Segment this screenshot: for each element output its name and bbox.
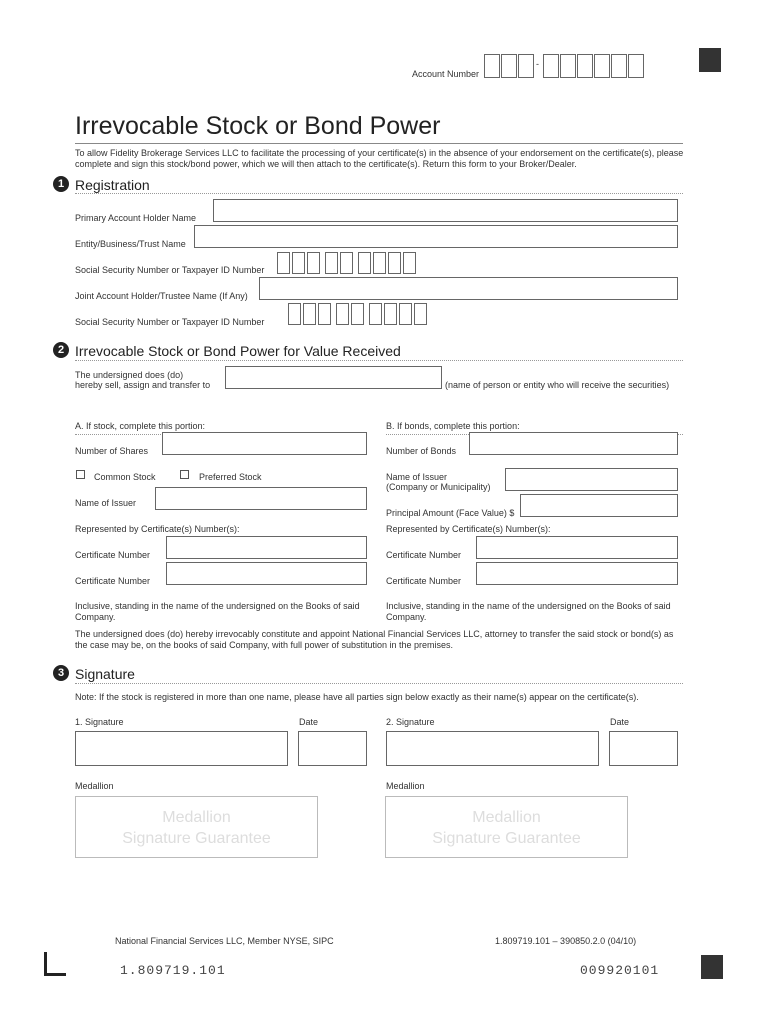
joint-name-input[interactable] bbox=[259, 277, 678, 300]
section-2-title: Irrevocable Stock or Bond Power for Value Received bbox=[75, 343, 401, 359]
medallion-2-guarantee-line-1: Medallion bbox=[472, 809, 541, 826]
section-1-divider bbox=[75, 193, 683, 194]
footer-code-right: 009920101 bbox=[580, 963, 660, 978]
attorney-text: The undersigned does (do) hereby irrevocably constitute and appoint National Financial Services LLC, attorney to transfer the said stock or bond(s) as the case may be, on the books of said Company, with full power of substitution in the premises. bbox=[75, 629, 674, 650]
signature-1-label: 1. Signature bbox=[75, 717, 124, 727]
common-stock-label: Common Stock bbox=[94, 472, 156, 482]
date-2-label: Date bbox=[610, 717, 630, 727]
bond-represented-label: Represented by Certificate(s) Number(s): bbox=[386, 524, 551, 534]
primary-name-label: Primary Account Holder Name bbox=[75, 213, 197, 223]
stock-cert-1-label: Certificate Number bbox=[75, 550, 151, 560]
bond-cert-2-label: Certificate Number bbox=[386, 576, 462, 586]
signature-2-label: 2. Signature bbox=[386, 717, 435, 727]
medallion-2-stamp-area[interactable] bbox=[385, 796, 628, 858]
entity-name-input[interactable] bbox=[194, 225, 678, 248]
ssn-1-input[interactable] bbox=[277, 252, 417, 276]
medallion-2-label: Medallion bbox=[386, 781, 425, 791]
medallion-1-stamp-area[interactable] bbox=[75, 796, 318, 858]
stock-cert-1-input[interactable] bbox=[166, 536, 367, 559]
undersigned-label-1: The undersigned does (do) bbox=[75, 370, 184, 380]
undersigned-label-2: hereby sell, assign and transfer to bbox=[75, 380, 211, 390]
principal-label: Principal Amount (Face Value) $ bbox=[386, 508, 515, 518]
entity-name-label: Entity/Business/Trust Name bbox=[75, 239, 186, 249]
medallion-1-label: Medallion bbox=[75, 781, 114, 791]
footer-form-code: 1.809719.101 – 390850.2.0 (04/10) bbox=[495, 936, 637, 946]
stock-issuer-label: Name of Issuer bbox=[75, 498, 137, 508]
common-stock-checkbox[interactable] bbox=[76, 470, 85, 479]
bond-cert-1-label: Certificate Number bbox=[386, 550, 462, 560]
principal-input[interactable] bbox=[520, 494, 678, 517]
footer-company: National Financial Services LLC, Member NYSE, SIPC bbox=[115, 936, 334, 946]
date-1-label: Date bbox=[299, 717, 319, 727]
bond-inclusive-text: Inclusive, standing in the name of the undersigned on the Books of said Company. bbox=[386, 601, 671, 622]
corner-mark-bottom-left bbox=[44, 952, 66, 976]
signature-2-input[interactable] bbox=[386, 731, 599, 766]
medallion-1-guarantee-line-2: Signature Guarantee bbox=[122, 830, 271, 847]
section-3-divider bbox=[75, 683, 683, 684]
recipient-input[interactable] bbox=[225, 366, 442, 389]
shares-label: Number of Shares bbox=[75, 446, 149, 456]
footer-code-left: 1.809719.101 bbox=[120, 963, 226, 978]
section-1-title: Registration bbox=[75, 177, 150, 193]
recipient-note: (name of person or entity who will receive the securities) bbox=[445, 380, 670, 390]
medallion-1-guarantee-line-1: Medallion bbox=[162, 809, 231, 826]
bond-cert-1-input[interactable] bbox=[476, 536, 678, 559]
account-number-label: Account Number bbox=[412, 69, 480, 79]
bonds-heading: B. If bonds, complete this portion: bbox=[386, 421, 520, 431]
bond-issuer-label-1: Name of Issuer bbox=[386, 472, 448, 482]
ssn-1-label: Social Security Number or Taxpayer ID Number bbox=[75, 265, 265, 275]
section-3-title: Signature bbox=[75, 666, 135, 682]
ssn-2-label: Social Security Number or Taxpayer ID Number bbox=[75, 317, 265, 327]
bond-cert-2-input[interactable] bbox=[476, 562, 678, 585]
title-divider bbox=[75, 143, 683, 144]
stock-cert-2-label: Certificate Number bbox=[75, 576, 151, 586]
bond-issuer-input[interactable] bbox=[505, 468, 678, 491]
registration-mark-top-right bbox=[699, 48, 721, 72]
preferred-stock-label: Preferred Stock bbox=[199, 472, 262, 482]
section-2-divider bbox=[75, 360, 683, 361]
shares-input[interactable] bbox=[162, 432, 367, 455]
signature-1-input[interactable] bbox=[75, 731, 288, 766]
bonds-count-input[interactable] bbox=[469, 432, 678, 455]
section-1-number: 1 bbox=[53, 176, 69, 192]
date-1-input[interactable] bbox=[298, 731, 367, 766]
account-number-field[interactable] bbox=[484, 54, 644, 80]
preferred-stock-checkbox[interactable] bbox=[180, 470, 189, 479]
ssn-2-input[interactable] bbox=[288, 303, 428, 327]
primary-name-input[interactable] bbox=[213, 199, 678, 222]
date-2-input[interactable] bbox=[609, 731, 678, 766]
intro-text: To allow Fidelity Brokerage Services LLC to facilitate the processing of your certificate(s) in the absence of your endorsement on the certificate(s), please complete and sign this stock/bond power, which we will then attach to the certificate(s). Return this form to your Broker/Dealer. bbox=[75, 148, 684, 169]
signature-note: Note: If the stock is registered in more than one name, please have all parties sign below exactly as their name(s) appear on the certificate(s). bbox=[75, 692, 639, 702]
bond-issuer-label-2: (Company or Municipality) bbox=[386, 482, 491, 492]
section-2-number: 2 bbox=[53, 342, 69, 358]
account-number-dash: - bbox=[536, 59, 539, 69]
stock-represented-label: Represented by Certificate(s) Number(s): bbox=[75, 524, 240, 534]
stock-heading: A. If stock, complete this portion: bbox=[75, 421, 206, 431]
stock-inclusive-text: Inclusive, standing in the name of the undersigned on the Books of said Company. bbox=[75, 601, 360, 622]
bonds-count-label: Number of Bonds bbox=[386, 446, 457, 456]
joint-name-label: Joint Account Holder/Trustee Name (If Any) bbox=[75, 291, 248, 301]
stock-cert-2-input[interactable] bbox=[166, 562, 367, 585]
medallion-2-guarantee-line-2: Signature Guarantee bbox=[432, 830, 581, 847]
section-3-number: 3 bbox=[53, 665, 69, 681]
registration-mark-bottom-right bbox=[701, 955, 723, 979]
page-title: Irrevocable Stock or Bond Power bbox=[75, 112, 441, 140]
stock-issuer-input[interactable] bbox=[155, 487, 367, 510]
